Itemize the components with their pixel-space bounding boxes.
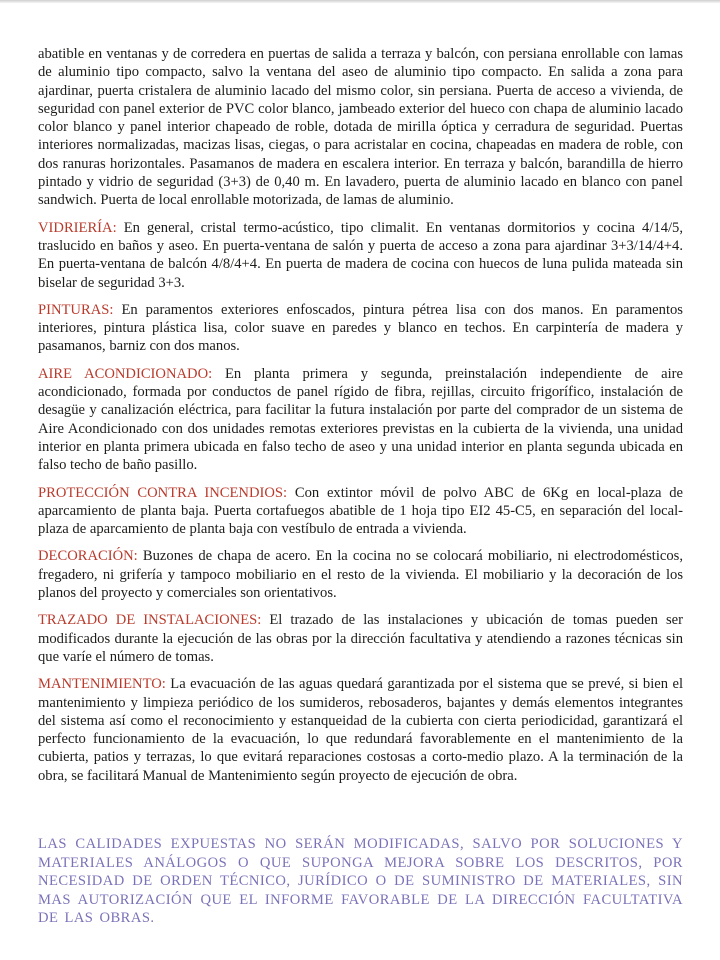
- section-proteccion-contra-incendios: [38, 484, 683, 539]
- section-body-vidrieria: En general, cristal termo-acústico, tipo climalit. En ventanas dormitorios y cocina 4/14/5, traslucido en baños y aseo. En puerta-ventana de salón y puerta de acceso a zona para ajardinar 3+3/14/4+4. En puerta-ventana de balcón 4/8/4+4. En puerta de madera de cocina con huecos de luna pulida mateada sin biselar de seguridad 3+3.: [38, 219, 683, 291]
- section-pinturas: [38, 301, 683, 356]
- section-heading-aire-acondicionado: AIRE ACONDICIONADO:: [38, 365, 213, 382]
- section-heading-pinturas: PINTURAS:: [38, 301, 114, 318]
- section-vidrieria: [38, 219, 683, 292]
- section-body-trazado-de-instalaciones: El trazado de las instalaciones y ubicación de tomas pueden ser modificados durante la ejecución de las obras por la dirección facultativa y atendiendo a razones técnicas sin que varíe el número de tomas.: [38, 612, 683, 665]
- section-mantenimiento: [38, 675, 683, 785]
- section-heading-mantenimiento: MANTENIMIENTO:: [38, 676, 166, 693]
- section-heading-decoracion: DECORACIÓN:: [38, 548, 138, 565]
- section-body-pinturas: En paramentos exteriores enfoscados, pintura pétrea lisa con dos manos. En paramentos interiores, pintura plástica lisa, color suave en paredes y blanco en techos. En carpintería de madera y pasamanos, barniz con dos manos.: [38, 301, 683, 355]
- intro-paragraph: abatible en ventanas y de corredera en puertas de salida a terraza y balcón, con persiana enrollable con lamas de aluminio tipo compacto, salvo la ventana del aseo de aluminio tipo compacto. En salida a zona para ajardinar, puerta cristalera de aluminio lacado del mismo color, sin persiana. Puerta de acceso a vivienda, de seguridad con panel exterior de PVC color blanco, jambeado exterior del hueco con chapa de aluminio lacado color blanco y panel interior chapeado de roble, dotada de mirilla óptica y cerradura de seguridad. Puertas interiores normalizadas, macizas lisas, ciegas, o para acristalar en cocina, chapeadas en madera de roble, con dos ranuras horizontales. Pasamanos de madera en escalera interior. En terraza y balcón, barandilla de hierro pintado y vidrio de seguridad (3+3) de 0,40 m. En lavadero, puerta de aluminio lacado en blanco con panel sandwich. Puerta de local enrollable motorizada, de lamas de aluminio.: [38, 46, 683, 209]
- section-body-proteccion-contra-incendios: Con extintor móvil de polvo ABC de 6Kg en local-plaza de aparcamiento de planta baja. Puerta cortafuegos abatible de 1 hoja tipo EI2 45-C5, en separación del local-plaza de aparcamiento de planta baja con vestíbulo de entrada a vivienda.: [38, 484, 684, 538]
- section-aire-acondicionado: [38, 365, 683, 475]
- scan-edge-artifact: [0, 0, 720, 3]
- section-body-decoracion: Buzones de chapa de acero. En la cocina no se colocará mobiliario, ni electrodomésticos, fregadero, ni grifería y tampoco mobiliario en el resto de la vivienda. El mobiliario y la decoración de los planos del proyecto y comerciales son orientativos.: [38, 548, 683, 602]
- section-heading-trazado-de-instalaciones: TRAZADO DE INSTALACIONES:: [38, 612, 262, 629]
- section-heading-vidrieria: VIDRIERÍA:: [38, 219, 117, 236]
- final-notice: LAS CALIDADES EXPUESTAS NO SERÁN MODIFICADAS, SALVO POR SOLUCIONES Y MATERIALES ANÁLOGOS O QUE SUPONGA MEJORA SOBRE LOS DESCRITOS, POR NECESIDAD DE ORDEN TÉCNICO, JURÍDICO O DE SUMINISTRO DE MATERIALES, SIN MAS AUTORIZACIÓN QUE EL INFORME FAVORABLE DE LA DIRECCIÓN FACULTATIVA DE LAS OBRAS.: [38, 835, 683, 927]
- section-heading-proteccion-contra-incendios: PROTECCIÓN CONTRA INCENDIOS:: [38, 484, 288, 501]
- section-trazado-de-instalaciones: [38, 611, 683, 666]
- section-decoracion: [38, 547, 683, 602]
- section-body-aire-acondicionado: En planta primera y segunda, preinstalación independiente de aire acondicionado, formada por conductos de panel rígido de fibra, rejillas, circuito frigorífico, instalación de desagüe y canalización eléctrica, para facilitar la futura instalación por parte del comprador de un sistema de Aire Acondicionado con dos unidades remotas exteriores previstas en la cubierta de la vivienda, una unidad interior en planta primera ubicada en falso techo de aseo y una unidad interior en planta segunda ubicada en falso techo de baño pasillo.: [38, 365, 683, 474]
- section-body-mantenimiento: La evacuación de las aguas quedará garantizada por el sistema que se prevé, si bien el mantenimiento y limpieza periódico de los sumideros, rebosaderos, bajantes y demás elementos integrantes del sistema así como el reconocimiento y estanqueidad de la cubierta con cierta periodicidad, garantizará el perfecto funcionamiento de la evacuación, lo que redundará favorablemente en el mantenimiento de la cubierta, patios y terrazas, lo que evitará reparaciones costosas a corto-medio plazo. A la terminación de la obra, se facilitará Manual de Mantenimiento según proyecto de ejecución de obra.: [38, 676, 684, 784]
